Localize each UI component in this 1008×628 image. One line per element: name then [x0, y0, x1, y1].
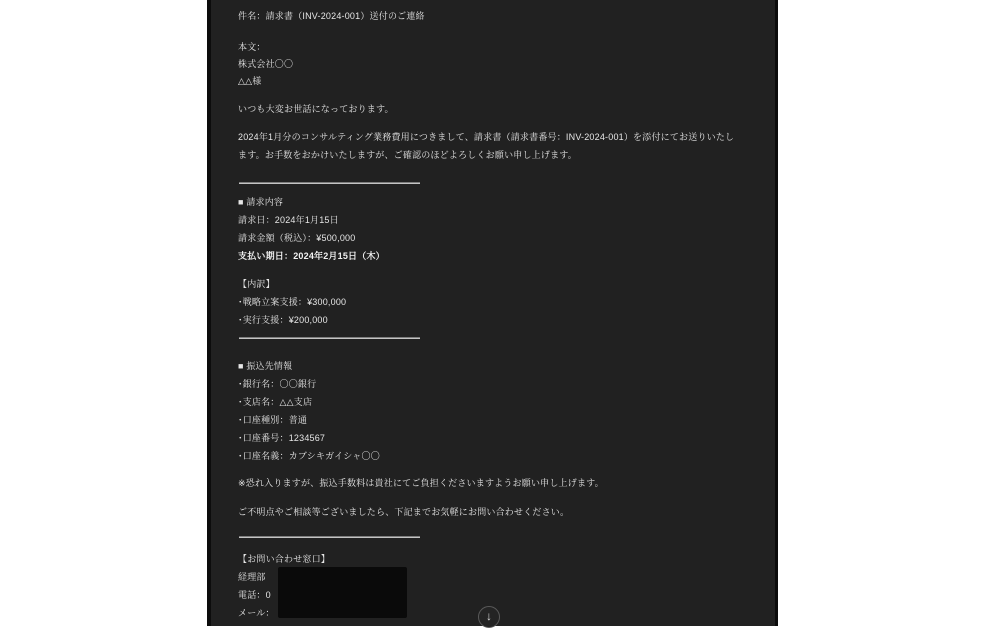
- section-divider-2: [239, 337, 420, 339]
- account-holder-line: ･口座名義：カブシキガイシャ〇〇: [238, 451, 380, 461]
- intro-paragraph-line-1: 2024年1月分のコンサルティング業務費用につきまして、請求書（請求書番号：INV-2024-001）を添付にてお送りいたし: [238, 132, 735, 142]
- payment-due-line: 支払い期日：2024年2月15日（木）: [238, 251, 385, 261]
- bank-name-line: ･銀行名：〇〇銀行: [238, 379, 317, 389]
- invoice-date-line: 請求日：2024年1月15日: [238, 215, 339, 225]
- bank-info-heading: ■ 振込先情報: [238, 361, 293, 371]
- section-divider-1: [239, 182, 420, 184]
- billing-heading: ■ 請求内容: [238, 197, 284, 207]
- account-type-line: ･口座種別：普通: [238, 415, 308, 425]
- transfer-fee-note: ※恐れ入りますが、振込手数料は貴社にてご負担くださいますようお願い申し上げます。: [238, 478, 604, 488]
- breakdown-heading: 【内訳】: [238, 279, 275, 289]
- invoice-amount-line: 請求金額（税込）：¥500,000: [238, 233, 356, 243]
- contact-invite-line: ご不明点やご相談等ございましたら、下記までお気軽にお問い合わせください。: [238, 507, 570, 517]
- account-number-line: ･口座番号：1234567: [238, 433, 326, 443]
- greeting-line: いつも大変お世話になっております。: [238, 104, 394, 114]
- subject-line: 件名：請求書（INV-2024-001）送付のご連絡: [238, 11, 425, 21]
- contact-email-line: メール：: [238, 608, 275, 618]
- contact-phone-line: 電話：0: [238, 590, 271, 600]
- breakdown-item-strategy: ･戦略立案支援：¥300,000: [238, 297, 347, 307]
- chat-content-panel: [207, 0, 778, 626]
- body-label: 本文：: [238, 42, 266, 52]
- redaction-box: [278, 567, 407, 618]
- down-arrow-icon: ↓: [486, 609, 492, 623]
- panel-left-edge: [207, 0, 211, 626]
- intro-paragraph-line-2: ます。お手数をおかけいたしますが、ご確認のほどよろしくお願い申し上げます。: [238, 150, 577, 160]
- branch-name-line: ･支店名：△△支店: [238, 397, 313, 407]
- contact-heading: 【お問い合わせ窓口】: [238, 554, 331, 564]
- panel-right-edge: [775, 0, 778, 626]
- recipient-company-line: 株式会社〇〇: [238, 59, 294, 69]
- section-divider-3: [239, 536, 420, 538]
- contact-department-line: 経理部: [238, 572, 266, 582]
- breakdown-item-execution: ･実行支援：¥200,000: [238, 315, 328, 325]
- scroll-to-bottom-button[interactable]: [478, 606, 500, 628]
- recipient-name-line: △△様: [238, 76, 262, 86]
